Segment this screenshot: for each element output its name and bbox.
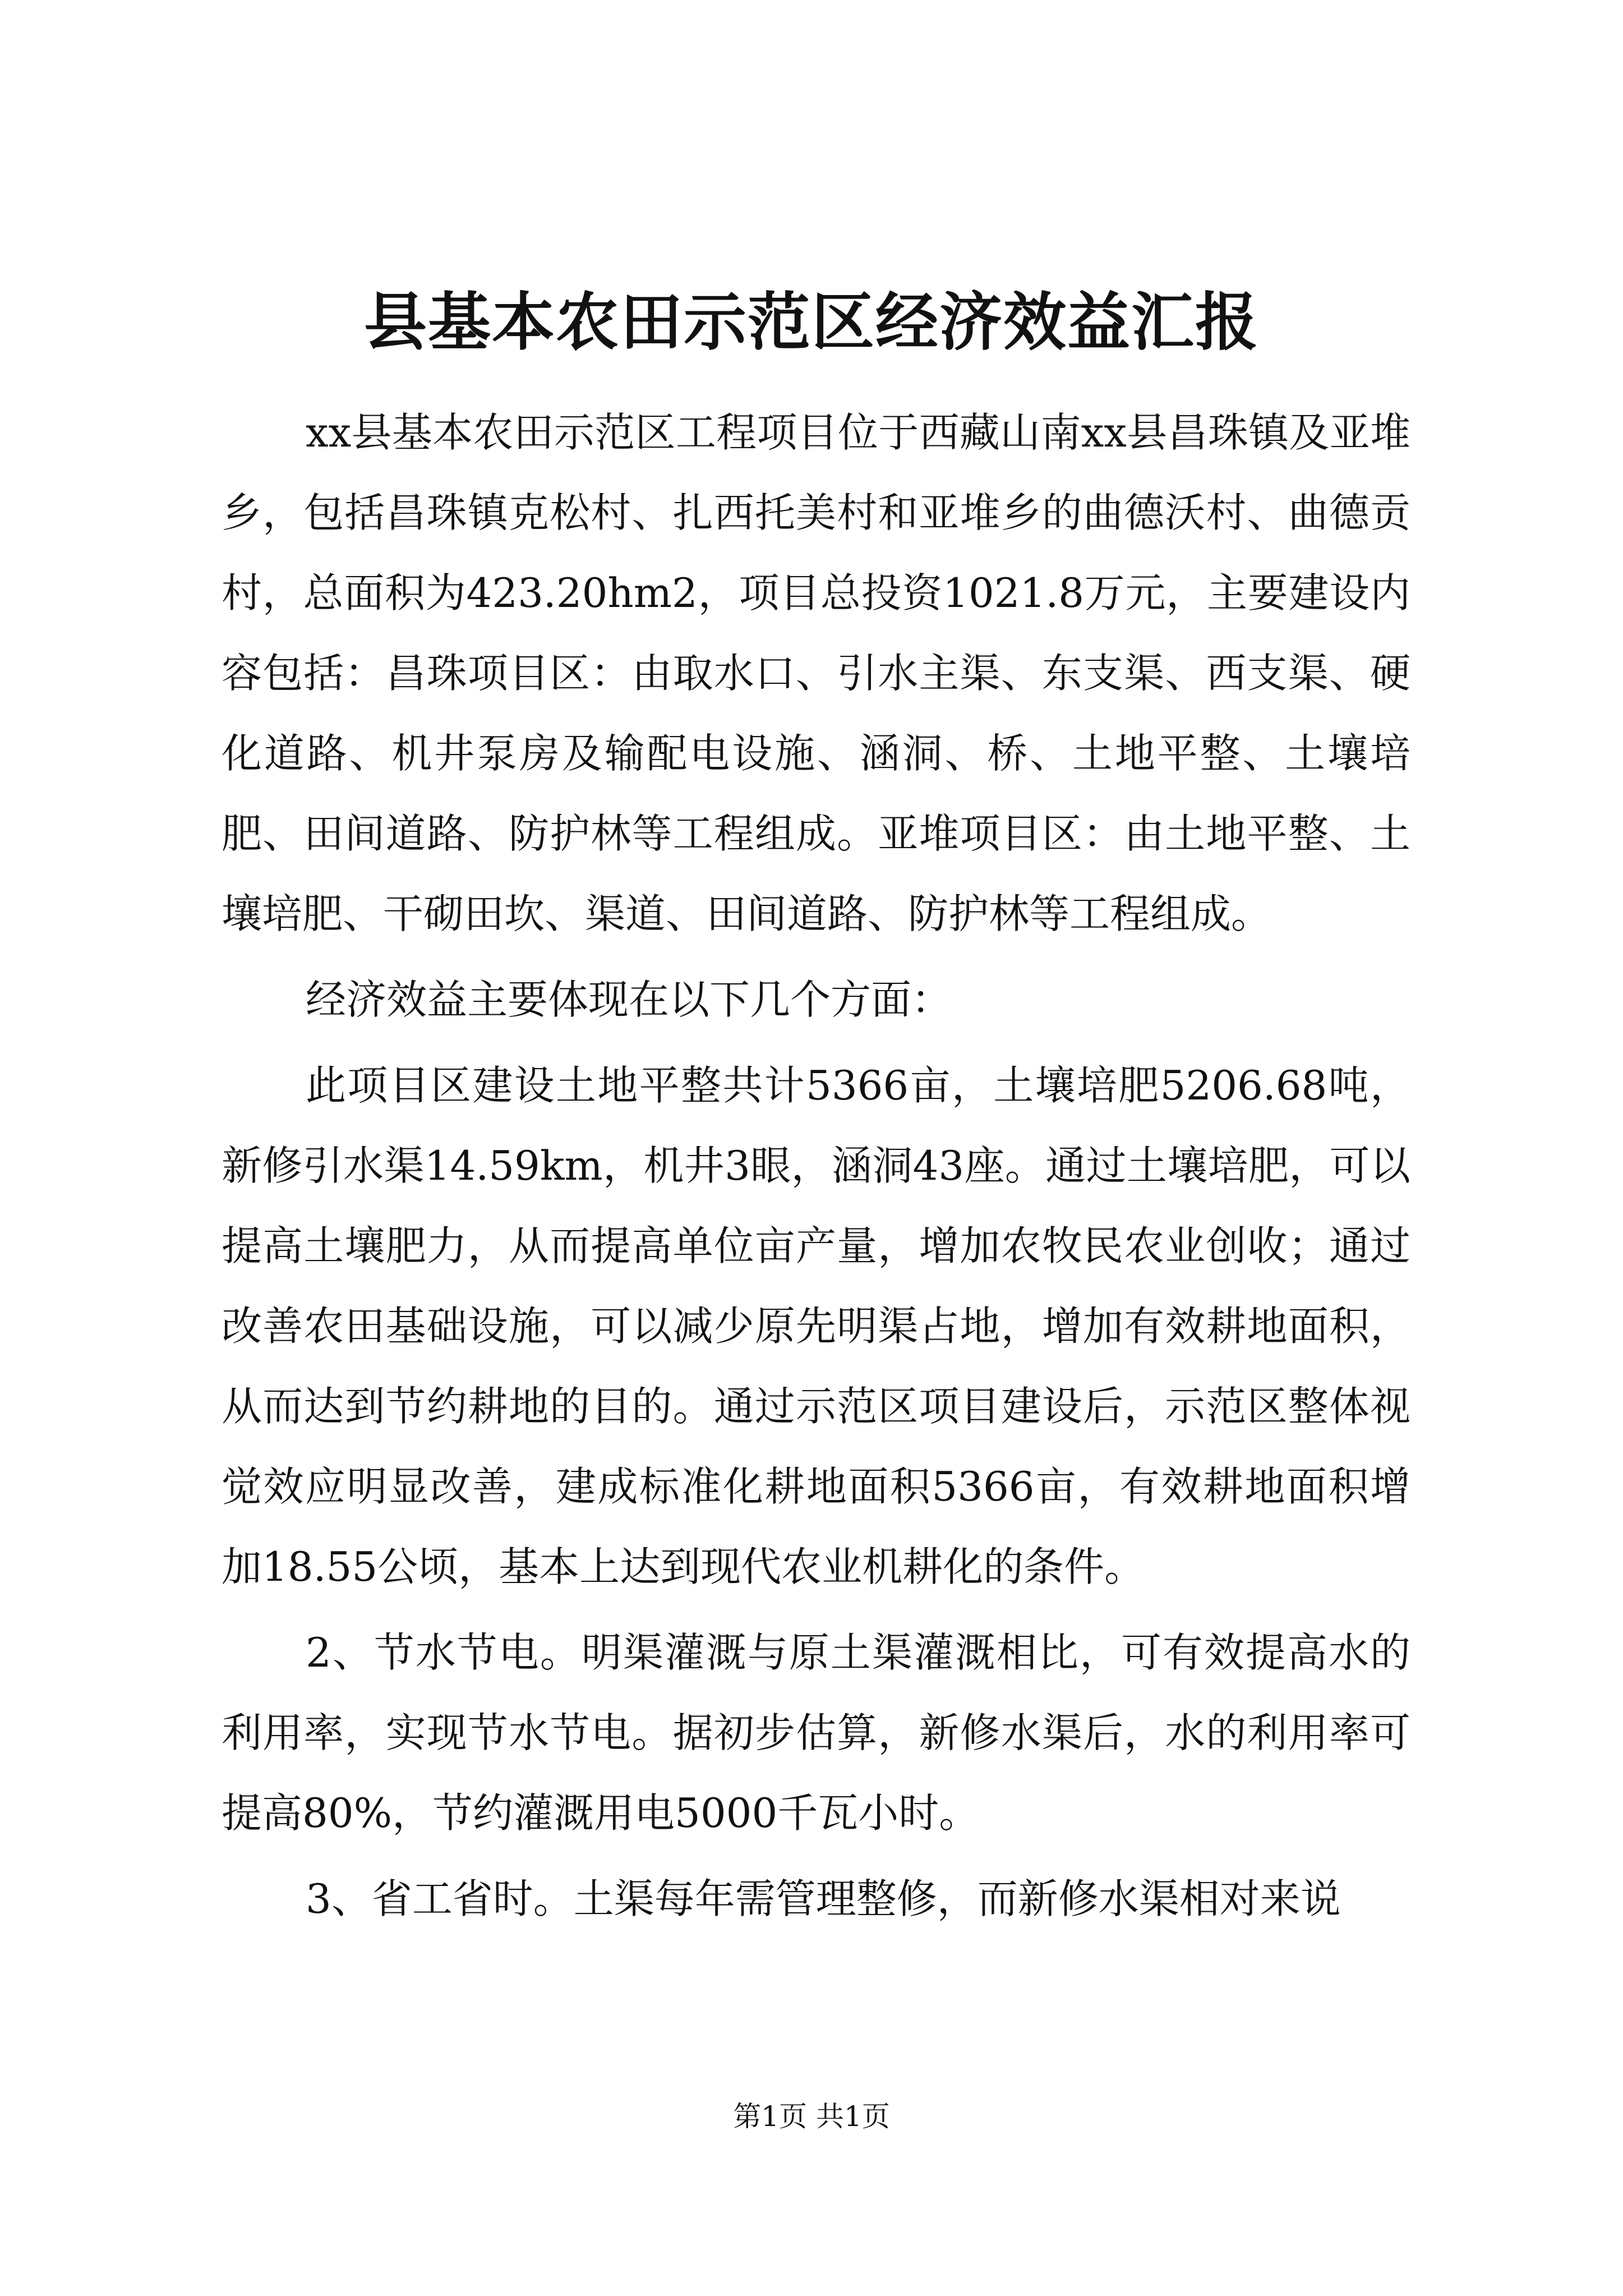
paragraph-water-power-saving: 2、节水节电。明渠灌溉与原土渠灌溉相比，可有效提高水的利用率，实现节水节电。据初步估算，新修水渠后，水的利用率可提高80%，节约灌溉用电5000千瓦小时。: [222, 1629, 1410, 1837]
paragraph-land-leveling: 此项目区建设土地平整共计5366亩，土壤培肥5206.68吨，新修引水渠14.59km，机井3眼，涵洞43座。通过土壤培肥，可以提高土壤肥力，从而提高单位亩产量，增加农牧民农业创收；通过改善农田基础设施，可以减少原先明渠占地，增加有效耕地面积，从而达到节约耕地的目的。通过示范区项目建设后，示范区整体视觉效应明显改善，建成标准化耕地面积5366亩，有效耕地面积增加18.55公顷，基本上达到现代农业机耕化的条件。: [222, 1062, 1410, 1590]
paragraph-labor-time-saving: 3、省工省时。土渠每年需管理整修，而新修水渠相对来说: [306, 1875, 1341, 1922]
document-title: 县基本农田示范区经济效益汇报: [364, 286, 1259, 359]
document-body: [222, 393, 1410, 1939]
paragraph-project-overview: xx县基本农田示范区工程项目位于西藏山南xx县昌珠镇及亚堆乡，包括昌珠镇克松村、扎西托美村和亚堆乡的曲德沃村、曲德贡村，总面积为423.20hm2，项目总投资1021.8万元，主要建设内容包括：昌珠项目区：由取水口、引水主渠、东支渠、西支渠、硬化道路、机井泵房及输配电设施、涵洞、桥、土地平整、土壤培肥、田间道路、防护林等工程组成。亚堆项目区：由土地平整、土壤培肥、干砌田坎、渠道、田间道路、防护林等工程组成。: [222, 409, 1410, 937]
paragraph-benefits-intro: 经济效益主要体现在以下几个方面：: [306, 976, 952, 1023]
page-number-footer: 第1页 共1页: [733, 2100, 890, 2133]
